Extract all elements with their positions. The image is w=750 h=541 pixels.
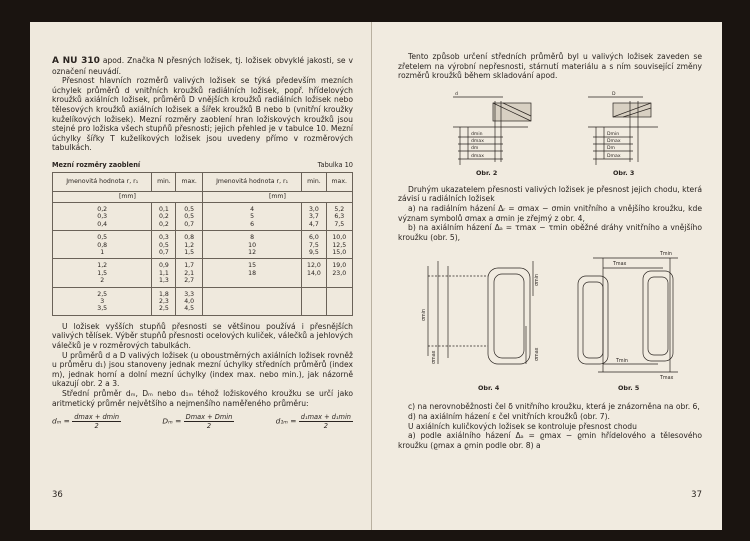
table-cell-value <box>329 277 350 284</box>
table-cell <box>202 231 301 259</box>
table-cell-value: 14,0 <box>307 269 321 277</box>
table-cell <box>202 259 301 287</box>
table-cell <box>176 287 202 315</box>
table-cell-value: 0,5 <box>184 205 195 213</box>
table-title-row <box>52 161 353 169</box>
table-cell-value: 7,5 <box>308 241 319 249</box>
fig3-caption: Obr. 3 <box>613 168 635 177</box>
table-cell <box>53 259 152 287</box>
table-cell <box>53 231 152 259</box>
table-cell-value: 5,2 <box>334 205 345 213</box>
table-unit: [mm] <box>53 191 203 202</box>
table-title: Mezní rozměry zaoblení <box>52 160 141 169</box>
table-cell-value: 1,7 <box>184 262 195 270</box>
table-cell-value: 5 <box>250 213 255 221</box>
item-face-parallelism: c) na nerovnoběžnosti čel δ vnitřního kroužku, která je znázorněna na obr. 6, <box>408 402 700 412</box>
table-cell-value: 4,7 <box>308 220 319 228</box>
item-axial-ball-runout: a) podle axiálního házení Δₐ = ϱmax − ϱmin hřídelového a tělesového kroužku (ϱmax a ϱmin podle obr. 8) a <box>398 431 702 450</box>
table-cell-value <box>205 291 299 298</box>
table-cell-value: 1,5 <box>97 269 108 277</box>
fig3-label: D <box>612 91 616 97</box>
table-cell-value: 3,3 <box>184 290 195 298</box>
table-cell-value: 12,0 <box>307 262 321 270</box>
table-cell-value: 0,5 <box>184 213 195 221</box>
table-cell-value: 1,2 <box>97 262 108 270</box>
mean-diameter-formulas <box>52 413 353 430</box>
fig2-label: dmin <box>471 131 483 137</box>
paragraph-method: Tento způsob určení středních průměrů byl u valivých ložisek zaveden se zřetelem na výrobní nepřesnosti, stárnutí materiálu a s ním související změny rozměrů kroužků během skladování apod. <box>398 52 702 81</box>
fig2-label: d <box>455 91 458 97</box>
table-cell <box>53 287 152 315</box>
table-cell-value: 2,1 <box>184 269 195 277</box>
table-cell-value: 12 <box>248 248 257 256</box>
table-cell <box>202 202 301 230</box>
table-cell-value <box>329 291 350 298</box>
fig2-caption: Obr. 2 <box>476 168 498 177</box>
table-cell-value: 8 <box>250 234 255 242</box>
table-cell-value: 0,7 <box>184 220 195 228</box>
figures-2-3 <box>398 87 702 177</box>
fig3-label: Dmax <box>607 153 621 159</box>
table-cell-value: 0,5 <box>159 241 169 249</box>
table-cell <box>152 231 176 259</box>
table-cell-value <box>304 277 323 284</box>
fig3-label: Dm <box>607 145 616 151</box>
left-page <box>30 22 371 530</box>
paragraph-axial-ball: U axiálních kuličkových ložisek se kontroluje přesnost chodu <box>408 421 637 431</box>
table-cell-value: 0,8 <box>184 234 195 242</box>
table-cell-value: 0,9 <box>159 262 169 270</box>
table-cell-value: 3,7 <box>308 213 319 221</box>
table-cell-value: 6,0 <box>308 234 319 242</box>
table-cell-value: 19,0 <box>332 262 347 270</box>
paragraph-precision: Přesnost hlavních rozměrů valivých ložisek se týká především mezních úchylek průměrů d vnitřních kroužků radiálních ložisek, popř. hřídelových kroužků axiálních ložisek, průměrů D vnějších kroužků radiálních ložisek nebo tělesových kroužků axiálních ložisek a šířek kroužků B nebo b (vnitřní kroužky kuželíkových ložisek). Mezní rozměry zaoblení hran ložiskových kroužků jsou stejné pro ložiska všech stupňů přesnosti; jejich přehled je v tabulce 10. Mezní úchylky šířky T kuželíkových ložisek jsou uvedeny přímo v rozměrových tabulkách. <box>52 76 353 153</box>
table-cell-value: 4 <box>250 205 255 213</box>
fig4-label: σmax <box>432 350 437 365</box>
table-row <box>53 287 353 315</box>
formula-d1m: d₁ₘ = $\frac{\text{d₁max + d₁min}}{2}$ <box>275 413 351 431</box>
table-header: max. <box>176 172 202 191</box>
table-cell-value <box>205 277 299 284</box>
table-cell-value <box>329 305 350 312</box>
table-cell <box>326 202 352 230</box>
table-cell <box>152 287 176 315</box>
table-cell-value: 2,5 <box>97 290 108 298</box>
table-cell <box>202 287 301 315</box>
table-cell <box>176 202 202 230</box>
paragraph-mean-diameter: Střední průměr dₘ, Dₘ nebo d₁ₘ téhož ložiskového kroužku se určí jako aritmetický průměr největšího a nejmenšího naměřeného průměru: <box>52 388 353 408</box>
table-cell <box>326 259 352 287</box>
table-cell-value: 2,5 <box>159 305 169 313</box>
table-cell-value: 0,8 <box>97 241 108 249</box>
table-cell <box>152 202 176 230</box>
page-number-right: 37 <box>691 490 702 500</box>
table-cell-value: 1,1 <box>159 269 169 277</box>
table-cell-value: 1,5 <box>184 248 195 256</box>
table-cell-value: 12,5 <box>332 241 347 249</box>
table-cell-value <box>205 298 299 305</box>
table-cell-value: 0,2 <box>159 213 169 221</box>
table-cell-value: 3 <box>100 298 105 305</box>
item-radial-runout: a) na radiálním házení Δᵣ = σmax − σmin vnitřního a vnějšího kroužku, kde význam symbolů σmax a σmin je zřejmý z obr. 4, <box>398 203 702 223</box>
table-header: max. <box>326 172 352 191</box>
fig2-label: dmax <box>471 138 484 144</box>
table-unit: [mm] <box>202 191 352 202</box>
right-page <box>372 22 722 530</box>
table-cell-value: 0,2 <box>159 220 169 228</box>
formula-dm: dₘ = $\frac{dmax + dmin}{2}$ <box>52 413 120 431</box>
table-cell-value: 15,0 <box>332 248 347 256</box>
table-cell-value: 0,7 <box>159 248 169 256</box>
table-cell-value: 6,3 <box>334 213 345 221</box>
table-cell-value: 9,5 <box>308 248 319 256</box>
table-cell <box>302 202 326 230</box>
fig2-label: dm <box>471 145 479 151</box>
table-cell <box>302 231 326 259</box>
fig4-label: σmin <box>422 309 427 322</box>
table-cell-value: 10 <box>248 241 257 249</box>
table-cell-value: 23,0 <box>332 269 347 277</box>
table-cell-value <box>205 305 299 312</box>
figures-4-5 <box>398 246 702 396</box>
paragraph-diameters: U průměrů d a D valivých ložisek (u oboustměrných axiálních ložisek rovněž u průměru d₁) jsou stanoveny jednak mezní úchylky středních průměrů (index m), jednak horní a dolní mezní úchylky (index max. nebo min.), jak názorně ukazují obr. 2 a 3. <box>52 350 353 389</box>
fig2-label: dmax <box>471 153 484 159</box>
table-cell-value: 0,2 <box>97 205 108 213</box>
table-number: Tabulka 10 <box>317 160 353 169</box>
table-cell-value: 3,5 <box>97 305 108 313</box>
table-cell-value: 3,0 <box>308 205 319 213</box>
table-cell <box>53 202 152 230</box>
table-header: min. <box>302 172 326 191</box>
table-cell-value: 2,7 <box>184 277 195 285</box>
table-cell-value <box>329 298 350 305</box>
table-cell-value: 0,3 <box>97 213 108 221</box>
table-cell-value: 15 <box>248 262 257 270</box>
table-cell-value: 2 <box>100 277 105 285</box>
table-cell-value: 0,3 <box>159 234 169 242</box>
table-header: Jmenovitá hodnota r, r₁ <box>202 172 301 191</box>
fig5-label: Tmin <box>660 252 672 258</box>
table-row <box>53 202 353 230</box>
fig5-label: Tmax <box>613 262 627 268</box>
table-cell-value: 1 <box>100 248 105 256</box>
table-cell <box>176 231 202 259</box>
table-cell-value: 7,5 <box>334 220 345 228</box>
table-row <box>53 231 353 259</box>
table-cell-value <box>304 291 323 298</box>
rounding-limits-table <box>52 172 353 316</box>
table-cell <box>302 287 326 315</box>
table-cell-value: 2,3 <box>159 298 169 305</box>
fig4-label: σmax <box>535 347 540 362</box>
table-cell-value: 1,3 <box>159 277 169 285</box>
table-header: Jmenovitá hodnota r, r₁ <box>53 172 152 191</box>
table-cell-value: 4,0 <box>184 298 195 305</box>
item-face-runout: d) na axiálním házení ε čel vnitřních kroužků (obr. 7). <box>408 411 610 421</box>
fig4-label: σmin <box>535 274 540 287</box>
table-cell-value: 10,0 <box>332 234 347 242</box>
table-cell-value: 18 <box>248 269 257 277</box>
table-cell-value: 1,8 <box>159 290 169 298</box>
paragraph-running-accuracy: Druhým ukazatelem přesnosti valivých ložisek je přesnost jejich chodu, která závisí u radiálních ložisek <box>398 184 702 204</box>
table-cell-value: 4,5 <box>184 305 195 313</box>
table-cell-value: 0,4 <box>97 220 108 228</box>
table-cell <box>326 231 352 259</box>
table-cell-value <box>304 305 323 312</box>
table-cell <box>152 259 176 287</box>
table-cell-value <box>304 298 323 305</box>
table-row <box>53 259 353 287</box>
paragraph-intro: A NU 310 apod. Značka N přesných ložisek, tj. ložisek obvyklé jakosti, se v označení neuvádí. <box>52 56 353 76</box>
table-cell-value: 6 <box>250 220 255 228</box>
item-axial-runout: b) na axiálním házení Δₐ = τmax − τmin oběžné dráhy vnitřního a vnějšího kroužku (obr. 5), <box>398 223 702 242</box>
fig5-caption: Obr. 5 <box>618 384 640 393</box>
fig3-label: Dmax <box>607 138 621 144</box>
table-cell <box>326 287 352 315</box>
table-cell-value: 1,2 <box>184 241 195 249</box>
fig5-label: Tmin <box>616 359 628 365</box>
runout-diagrams <box>398 246 698 386</box>
table-cell <box>176 259 202 287</box>
fig5-label: Tmax <box>660 376 674 382</box>
diameter-tolerance-diagrams <box>398 87 698 177</box>
page-number-left: 36 <box>52 490 63 500</box>
table-cell-value: 0,1 <box>159 205 169 213</box>
fig4-caption: Obr. 4 <box>478 384 500 393</box>
table-cell-value: 0,5 <box>97 234 108 242</box>
formula-Dm: Dₘ = $\frac{Dmax + Dmin}{2}$ <box>162 413 233 431</box>
table-header: min. <box>152 172 176 191</box>
table-cell <box>302 259 326 287</box>
fig3-label: Dmin <box>607 131 620 137</box>
paragraph-rolling-elements: U ložisek vyšších stupňů přesnosti se většinou používá i přesnějších valivých tělísek. Výběr stupňů přesnosti ocelových kuliček, válečků a jehlových válečků je v rozměrových tabulkách. <box>52 321 353 350</box>
